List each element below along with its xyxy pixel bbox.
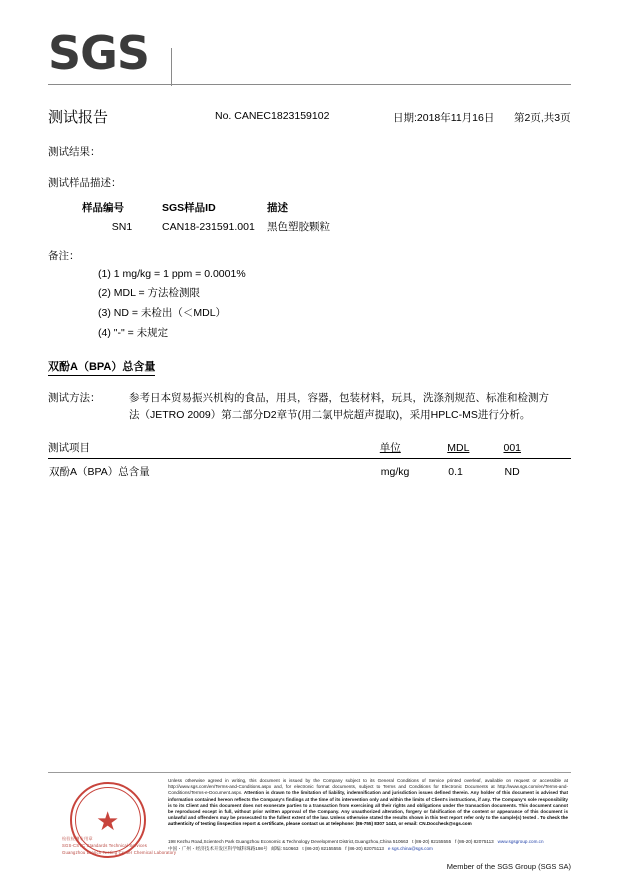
footer-authenticity-notice[interactable]: To check the authenticity of testing /inspection report & certificate, please contact us at telephone: (86-755) 8307 1443, or email: CN.Doccheck@sgs.com <box>168 815 568 827</box>
result-header-row <box>48 440 571 459</box>
stamp-line-2: SGS-CSTC Standards Technical Services <box>62 843 148 848</box>
footer-address-en-row <box>168 838 570 845</box>
test-method-text <box>129 390 571 424</box>
note-item: (1) 1 mg/kg = 1 ppm = 0.0001% <box>98 268 246 280</box>
cell-result-001: ND <box>504 465 520 478</box>
footer-fax-cn: f (86-20) 82075113 <box>345 846 384 851</box>
page-number: 第2页,共3页 <box>514 112 571 124</box>
cell-description: 黑色塑胶颗粒 <box>267 221 330 233</box>
section-heading-wrap <box>48 340 571 376</box>
stamp-line-3: Guangzhou Branch Testing Center Chemical Laboratory <box>62 850 177 855</box>
footer-attention: Attention is drawn to the limitation of liability, indemnification and jurisdiction issues defined therein. Any holder of this document is advised that information contained hereon reflects the Company's findings at the time of its intervention only and within the limits of Client's instructions, if any. The Company's sole responsibility is to its Client and this document does not exonerate parties to a transaction from exercising all their rights and obligations under the transaction documents. This document cannot be reproduced except in full, without prior written approval of the Company. Any unauthorized alteration, forgery or falsification of the content or appearance of this document is unlawful and offenders may be prosecuted to the fullest extent of the law. Unless otherwise stated the results shown in this test report refer only to the sample(s) tested . <box>168 790 568 821</box>
result-table <box>48 440 571 480</box>
footer-fax-en: f (86-20) 82075113 <box>454 839 494 844</box>
report-header-row <box>48 106 571 132</box>
test-method-line-1: 参考日本贸易振兴机构的食品，用具，容器，包装材料，玩具，洗涤剂规范、标准和检测方 <box>129 392 549 404</box>
notes-label: 备注： <box>48 250 80 262</box>
footer-member-line: Member of the SGS Group (SGS SA) <box>446 862 571 871</box>
footer-legal-text <box>168 778 568 828</box>
star-icon: ★ <box>96 806 120 836</box>
footer-address-cn-row <box>168 845 570 852</box>
footer-address-block <box>168 838 570 852</box>
sgs-logo-area <box>48 28 571 86</box>
cell-unit: mg/kg <box>380 465 410 478</box>
footer-disclaimer: Unless otherwise agreed in writing, this document is issued by the Company subject to its General Conditions of Service printed overleaf, available on request or accessible at http://www.sgs.com/en/Terms-and-Conditions.aspx and, for electronic format documents, subject to Terms and Conditions for Electronic Documents at http://www.sgs.com/en/Terms-and-Conditions/Terms-e-Document.aspx. <box>168 778 568 796</box>
report-date: 日期:2018年11月16日 <box>393 112 495 124</box>
cell-sample-no: SN1 <box>111 220 133 233</box>
column-header-sgs-id: SGS样品ID <box>162 202 216 214</box>
test-method-block <box>48 390 571 424</box>
table-header-row <box>82 200 407 219</box>
cell-mdl: 0.1 <box>448 465 463 478</box>
report-number: No. CANEC1823159102 <box>215 110 330 122</box>
header-rule <box>48 84 571 85</box>
footer-zip-cn: 邮编: 510663 <box>271 846 299 851</box>
sample-description-label: 测试样品描述： <box>48 177 122 189</box>
company-stamp <box>62 780 177 860</box>
note-item: (3) ND = 未检出（＜MDL） <box>98 307 227 319</box>
column-header-description: 描述 <box>267 202 288 214</box>
table-row <box>48 459 571 481</box>
sgs-logo: SGS <box>48 26 150 80</box>
column-header-mdl: MDL <box>447 440 503 459</box>
logo-divider <box>171 48 172 86</box>
footer-address-cn: 中国・广州・经济技术开发区科学城科珠路198号 <box>168 846 268 851</box>
footer-email[interactable]: e sgs.china@sgs.com <box>387 846 433 851</box>
stamp-line-1: 检验检测专用章 <box>62 836 93 841</box>
note-item: (4) "-" = 未规定 <box>98 327 169 339</box>
table-row <box>82 219 407 234</box>
footer-tel-en: t (86-20) 82155555 <box>412 839 452 844</box>
section-heading-bpa: 双酚A（BPA）总含量 <box>48 358 155 376</box>
footer-tel-cn: t (86-20) 82155555 <box>302 846 342 851</box>
column-header-001: 001 <box>503 440 571 459</box>
document-content <box>48 28 571 480</box>
footer-website[interactable]: www.sgsgroup.com.cn <box>497 839 544 844</box>
test-method-label: 测试方法： <box>48 392 101 404</box>
footer-address-en: 198 Kezhu Road,Scientech Park Guangzhou Economic & Technology Development District,Guangzhou,China 510663 <box>168 839 409 844</box>
page-title: 测试报告 <box>48 109 109 126</box>
notes-block <box>48 248 571 340</box>
cell-sgs-id: CAN18-231591.001 <box>162 220 255 233</box>
cell-test-item: 双酚A（BPA）总含量 <box>49 466 150 478</box>
test-method-line-2: 法（JETRO 2009）第二部分D2章节(用二氯甲烷超声提取)，采用HPLC-MS进行分析。 <box>129 409 531 421</box>
sample-table <box>82 200 407 234</box>
note-item: (2) MDL = 方法检测限 <box>98 287 200 299</box>
footer-rule <box>48 772 571 773</box>
column-header-test-item: 测试项目 <box>48 440 380 459</box>
column-header-sample-no: 样品编号 <box>82 202 124 214</box>
column-header-unit: 单位 <box>380 440 447 459</box>
results-label: 测试结果： <box>48 146 101 158</box>
